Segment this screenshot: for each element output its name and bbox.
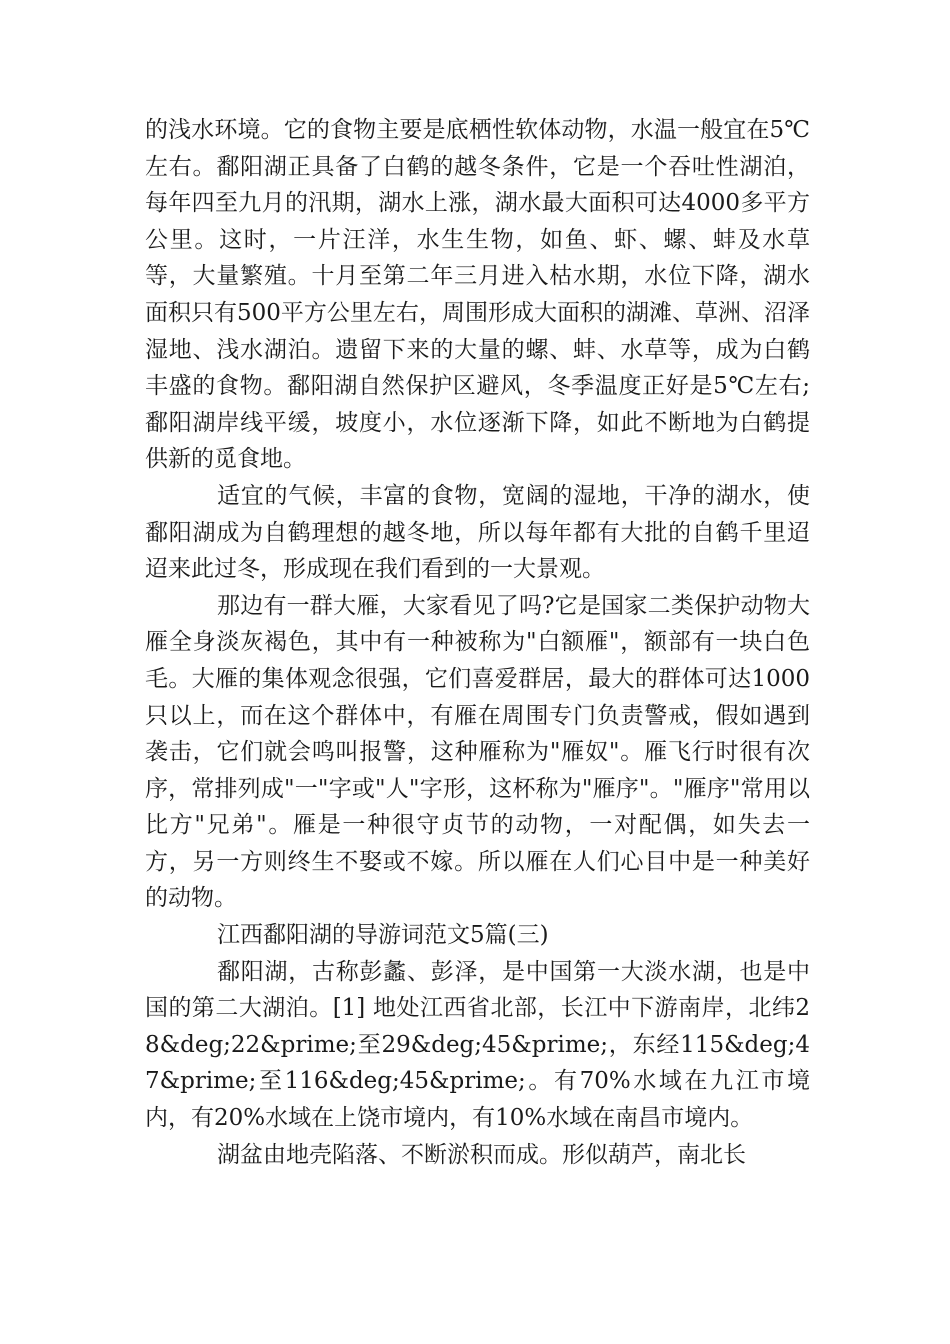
paragraph-lake-basin: 湖盆由地壳陷落、不断淤积而成。形似葫芦，南北长 (217, 1141, 746, 1168)
paragraph-wintering-ground: 适宜的气候，丰富的食物，宽阔的湿地，干净的湖水，使鄱阳湖成为自鹤理想的越冬地，所以每年都有大批的自鹤千里迢迢来此过冬，形成现在我们看到的一大景观。 (145, 482, 810, 583)
paragraph-wild-geese: 那边有一群大雁，大家看见了吗?它是国家二类保护动物大雁全身淡灰褐色，其中有一种被称为"白额雁"，额部有一块白色毛。大雁的集体观念很强，它们喜爱群居，最大的群体可达1000只以上，而在这个群体中，有雁在周围专门负责警戒，假如遇到袭击，它们就会鸣叫报警，这种雁称为"雁奴"。雁飞行时很有次序，常排列成"一"字或"人"字形，这杯称为"雁序"。"雁序"常用以比方"兄弟"。雁是一种很守贞节的动物，一对配偶，如失去一方，另一方则终生不娶或不嫁。所以雁在人们心目中是一种美好的动物。 (145, 592, 810, 912)
paragraph-poyang-lake-intro: 鄱阳湖，古称彭蠡、彭泽，是中国第一大淡水湖，也是中国的第二大湖泊。[1] 地处江西省北部，长江中下游南岸，北纬28&deg;22&prime;至29&deg;45&prime;，东经115&deg;47&prime;至116&deg;45&prime;。有70%水域在九江市境内，有20%水域在上饶市境内，有10%水域在南昌市境内。 (145, 958, 810, 1132)
document-body (145, 112, 810, 1173)
section-heading: 江西鄱阳湖的导游词范文5篇(三) (217, 922, 549, 949)
paragraph-white-crane-habitat: 的浅水环境。它的食物主要是底栖性软体动物，水温一般宜在5℃左右。鄱阳湖正具备了白鹤的越冬条件，它是一个吞吐性湖泊，每年四至九月的汛期，湖水上涨，湖水最大面积可达4000多平方公里。这时，一片汪洋，水生生物，如鱼、虾、螺、蚌及水草等，大量繁殖。十月至第二年三月进入枯水期，水位下降，湖水面积只有500平方公里左右，周围形成大面积的湖滩、草洲、沼泽湿地、浅水湖泊。遗留下来的大量的螺、蚌、水草等，成为白鹤丰盛的食物。鄱阳湖自然保护区避风，冬季温度正好是5℃左右;鄱阳湖岸线平缓，坡度小，水位逐渐下降，如此不断地为白鹤提供新的觅食地。 (145, 117, 810, 473)
